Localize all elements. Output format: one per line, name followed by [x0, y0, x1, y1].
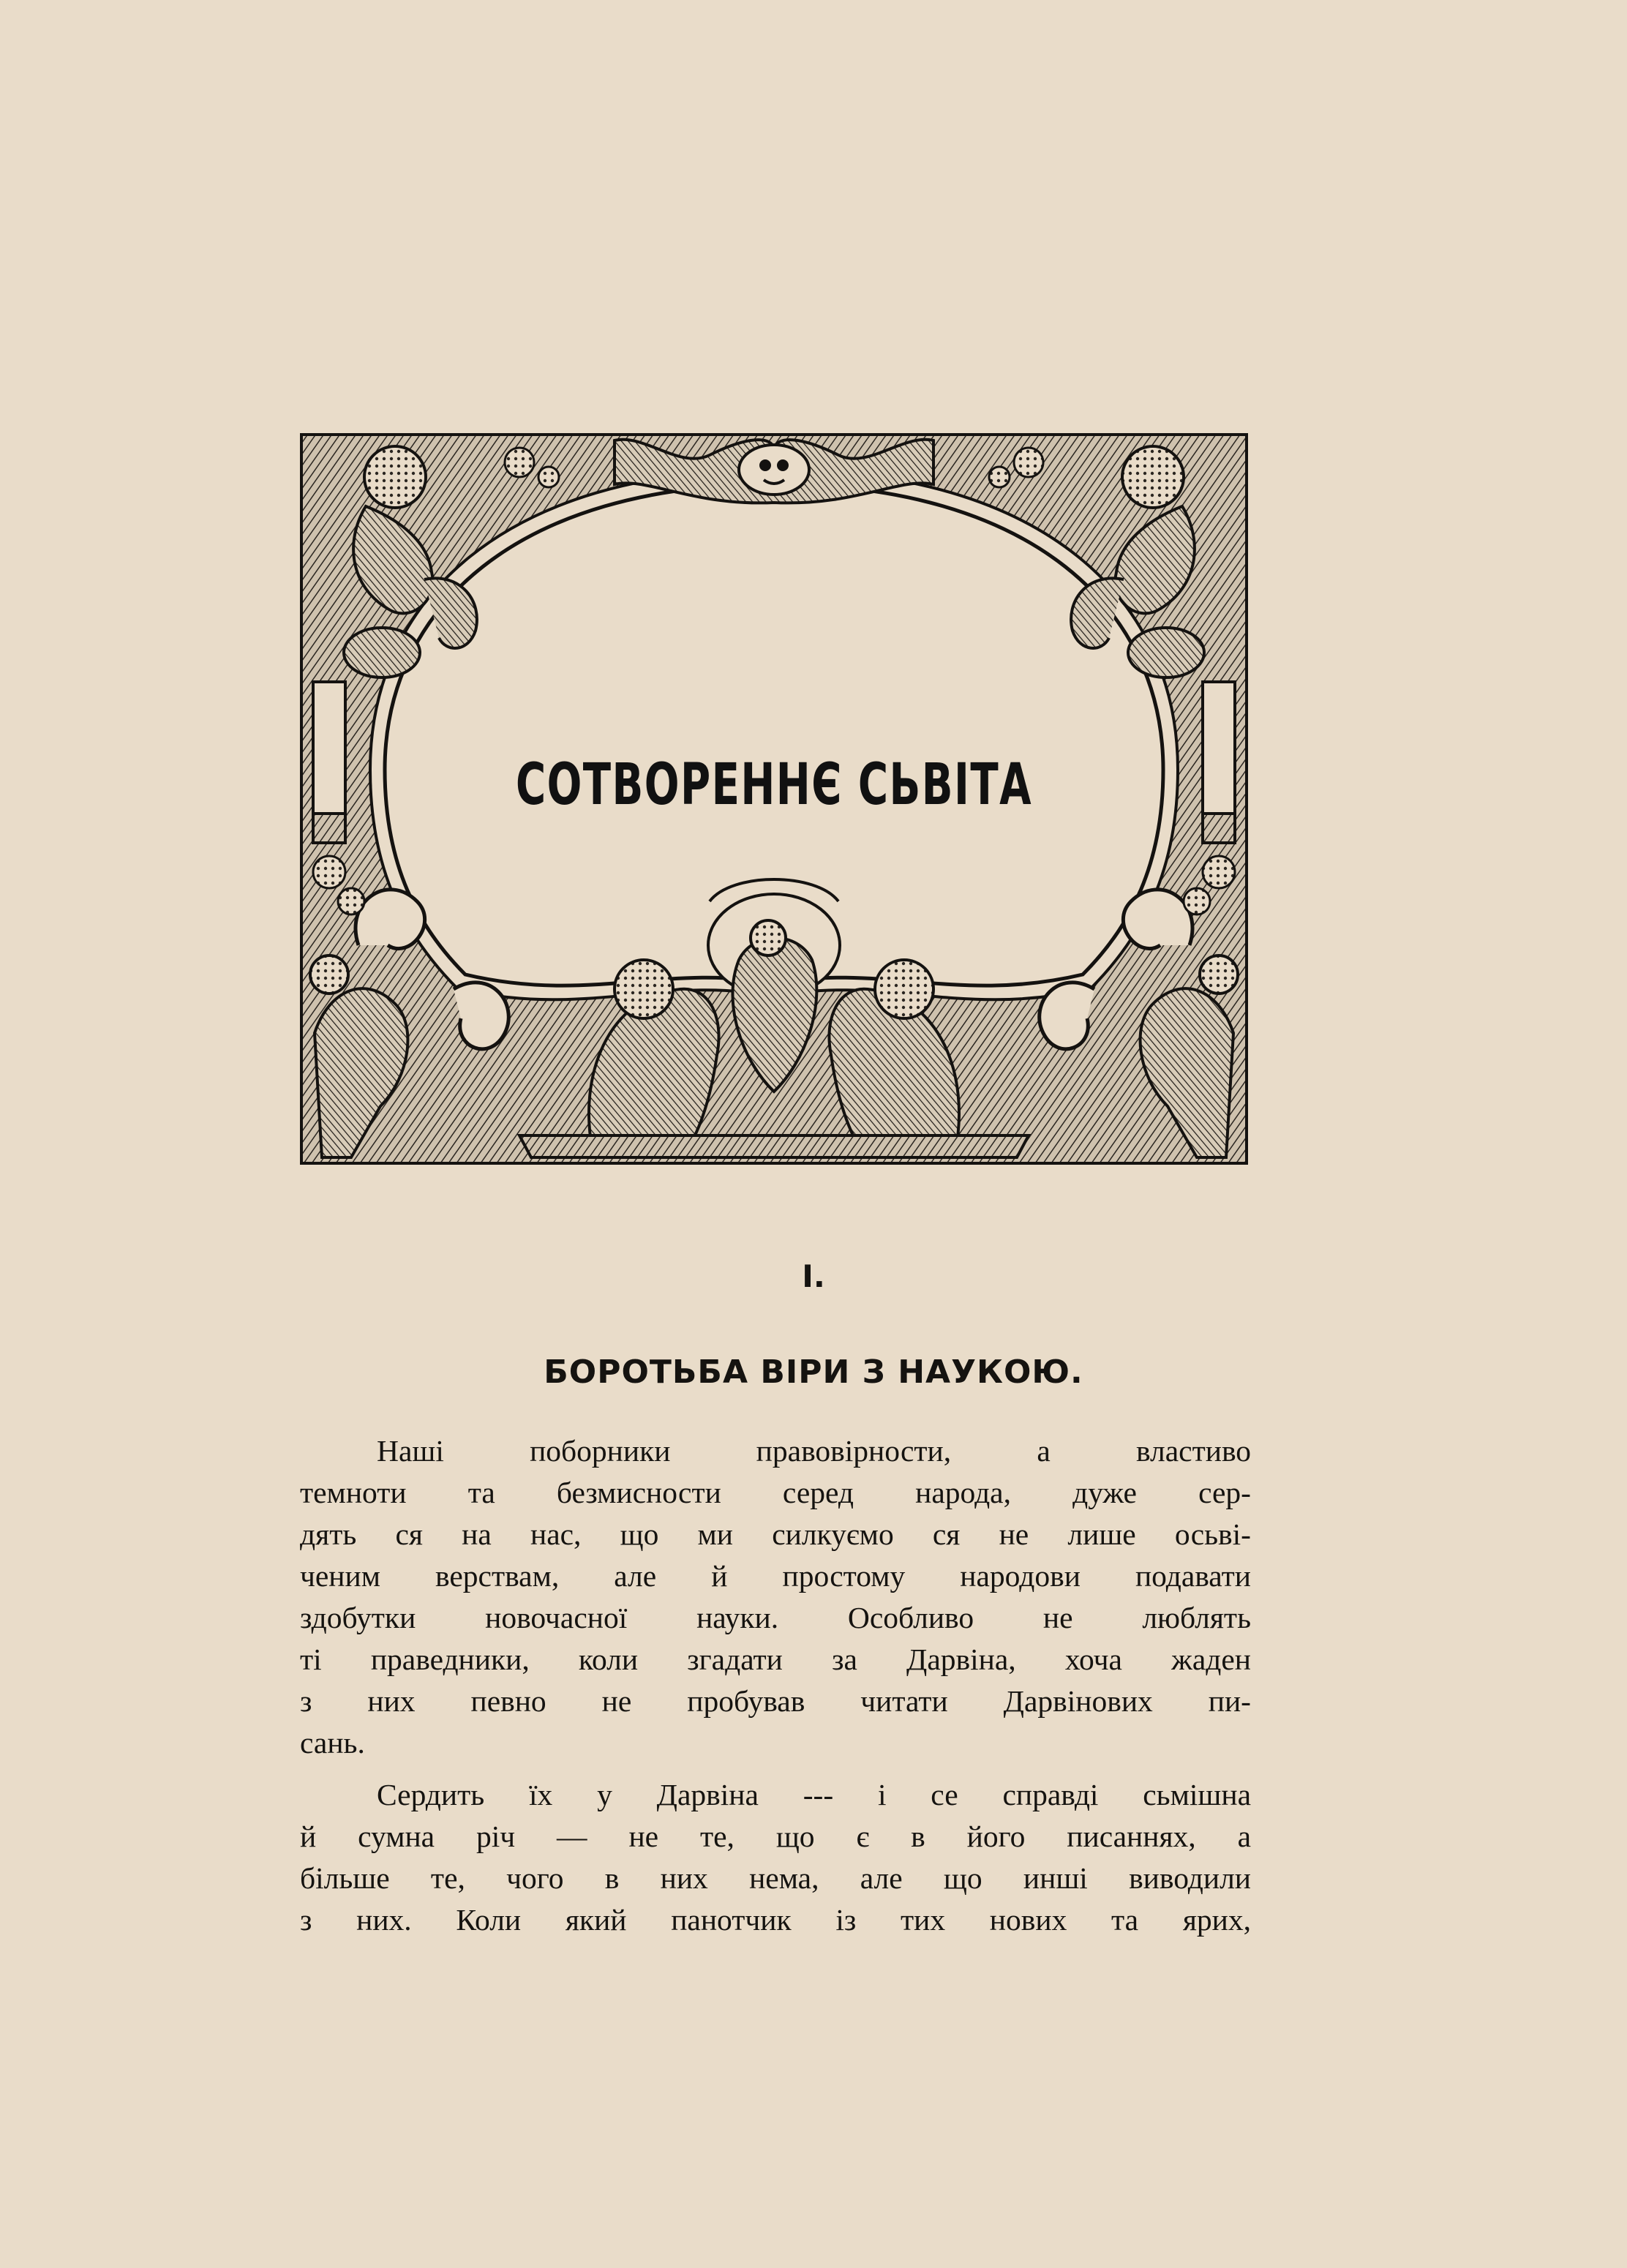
paragraph	[300, 1430, 1251, 1764]
chapter-number: I.	[802, 1258, 825, 1294]
text-line: сань.	[300, 1726, 365, 1760]
text-line: Сердить їх у Дарвіна --- і се справді сьмішна	[377, 1778, 1251, 1811]
text-line: з них певно не пробував читати Дарвінових пи-	[300, 1684, 1251, 1718]
text-line: ченим верствам, але й простому народови подавати	[300, 1559, 1251, 1593]
text-line: з них. Коли який панотчик із тих нових та ярих,	[300, 1903, 1251, 1937]
text-line: й сумна річ — не те, що є в його писаннях, а	[300, 1820, 1251, 1853]
paragraph	[300, 1774, 1251, 1941]
body-text	[300, 1430, 1251, 1941]
chapter-title: БОРОТЬБА ВІРИ З НАУКОЮ.	[544, 1353, 1083, 1391]
text-line: Наші поборники правовірности, а властиво	[377, 1434, 1251, 1468]
text-line: темноти та безмисности серед народа, дуже сер-	[300, 1476, 1251, 1509]
text-line: більше те, чого в них нема, але що инші виводили	[300, 1861, 1251, 1895]
headpiece-title: СОТВОРЕННЄ СЬВІТА	[515, 752, 1033, 818]
text-line: здобутки новочасної науки. Особливо не люблять	[300, 1601, 1251, 1634]
text-line: ті праведники, коли згадати за Дарвіна, хоча жаден	[300, 1642, 1251, 1676]
text-line: дять ся на нас, що ми силкуємо ся не лише осьві-	[300, 1517, 1251, 1551]
